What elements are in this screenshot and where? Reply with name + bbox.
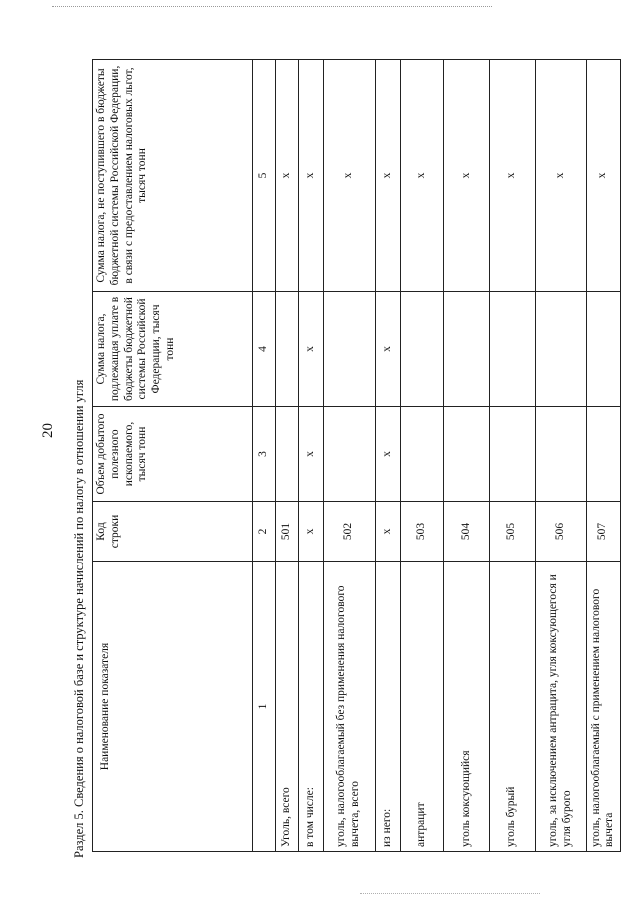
cell-tax-not-received: x — [444, 60, 490, 292]
table-row — [444, 60, 490, 852]
rotated-table-container — [92, 60, 621, 852]
cell-code: 506 — [535, 502, 586, 562]
cell-tax-not-received: x — [400, 60, 444, 292]
header-tax-due: Сумма налога, подлежащая уплате в бюджеты бюджетной системы Российской Федерации, тысяч тонн — [93, 292, 253, 407]
cell-volume: x — [298, 407, 323, 502]
cell-name: в том числе: — [298, 562, 323, 852]
cell-tax-not-received: x — [275, 60, 298, 292]
cell-name: уголь, налогооблагаемый без применения налогового вычета, всего — [323, 562, 375, 852]
section-title: Раздел 5. Сведения о налоговой базе и структуре начислений по налогу в отношении угля — [72, 379, 86, 858]
header-tax-not-received: Сумма налога, не поступившего в бюджеты бюджетной системы Российской Федерации, в связи с предоставлением налоговых льгот, тысяч тонн — [93, 60, 253, 292]
cell-tax-due — [275, 292, 298, 407]
cell-code: 504 — [444, 502, 490, 562]
cell-volume — [489, 407, 535, 502]
scan-edge-top — [52, 6, 492, 7]
column-number: 3 — [253, 407, 276, 502]
cell-tax-due — [400, 292, 444, 407]
cell-code: 501 — [275, 502, 298, 562]
column-number: 1 — [253, 562, 276, 852]
cell-code: 507 — [586, 502, 620, 562]
cell-name: Уголь, всего — [275, 562, 298, 852]
cell-code: 505 — [489, 502, 535, 562]
cell-code: x — [298, 502, 323, 562]
cell-tax-due — [535, 292, 586, 407]
scan-edge-bottom — [360, 893, 540, 894]
page-number: 20 — [40, 423, 56, 438]
cell-tax-due — [323, 292, 375, 407]
cell-name: антрацит — [400, 562, 444, 852]
column-number-row — [253, 60, 276, 852]
column-number: 2 — [253, 502, 276, 562]
cell-code: x — [375, 502, 400, 562]
cell-tax-due — [489, 292, 535, 407]
cell-tax-due — [444, 292, 490, 407]
cell-name: уголь бурый — [489, 562, 535, 852]
cell-volume — [586, 407, 620, 502]
cell-tax-due — [586, 292, 620, 407]
table-row — [375, 60, 400, 852]
header-name: Наименование показателя — [93, 562, 253, 852]
cell-tax-not-received: x — [586, 60, 620, 292]
column-number: 5 — [253, 60, 276, 292]
column-number: 4 — [253, 292, 276, 407]
cell-name: уголь, налогооблагаемый с применением налогового вычета — [586, 562, 620, 852]
table-row — [400, 60, 444, 852]
cell-volume — [535, 407, 586, 502]
cell-name: из него: — [375, 562, 400, 852]
cell-tax-not-received: x — [323, 60, 375, 292]
table-row — [298, 60, 323, 852]
cell-volume — [400, 407, 444, 502]
cell-tax-due: x — [298, 292, 323, 407]
header-volume: Объем добытого полезного ископаемого, тысяч тонн — [93, 407, 253, 502]
table-row — [535, 60, 586, 852]
cell-volume — [444, 407, 490, 502]
cell-tax-not-received: x — [298, 60, 323, 292]
table-row — [275, 60, 298, 852]
cell-tax-not-received: x — [489, 60, 535, 292]
table-row — [323, 60, 375, 852]
cell-name: уголь коксующийся — [444, 562, 490, 852]
cell-tax-not-received: x — [375, 60, 400, 292]
table-header-row — [93, 60, 253, 852]
cell-code: 502 — [323, 502, 375, 562]
table-row — [489, 60, 535, 852]
header-code: Код строки — [93, 502, 253, 562]
coal-tax-table — [92, 59, 621, 852]
cell-volume: x — [375, 407, 400, 502]
cell-volume — [323, 407, 375, 502]
table-row — [586, 60, 620, 852]
cell-tax-due: x — [375, 292, 400, 407]
cell-name: уголь, за исключением антрацита, угля коксующегося и угля бурого — [535, 562, 586, 852]
cell-volume — [275, 407, 298, 502]
cell-code: 503 — [400, 502, 444, 562]
cell-tax-not-received: x — [535, 60, 586, 292]
